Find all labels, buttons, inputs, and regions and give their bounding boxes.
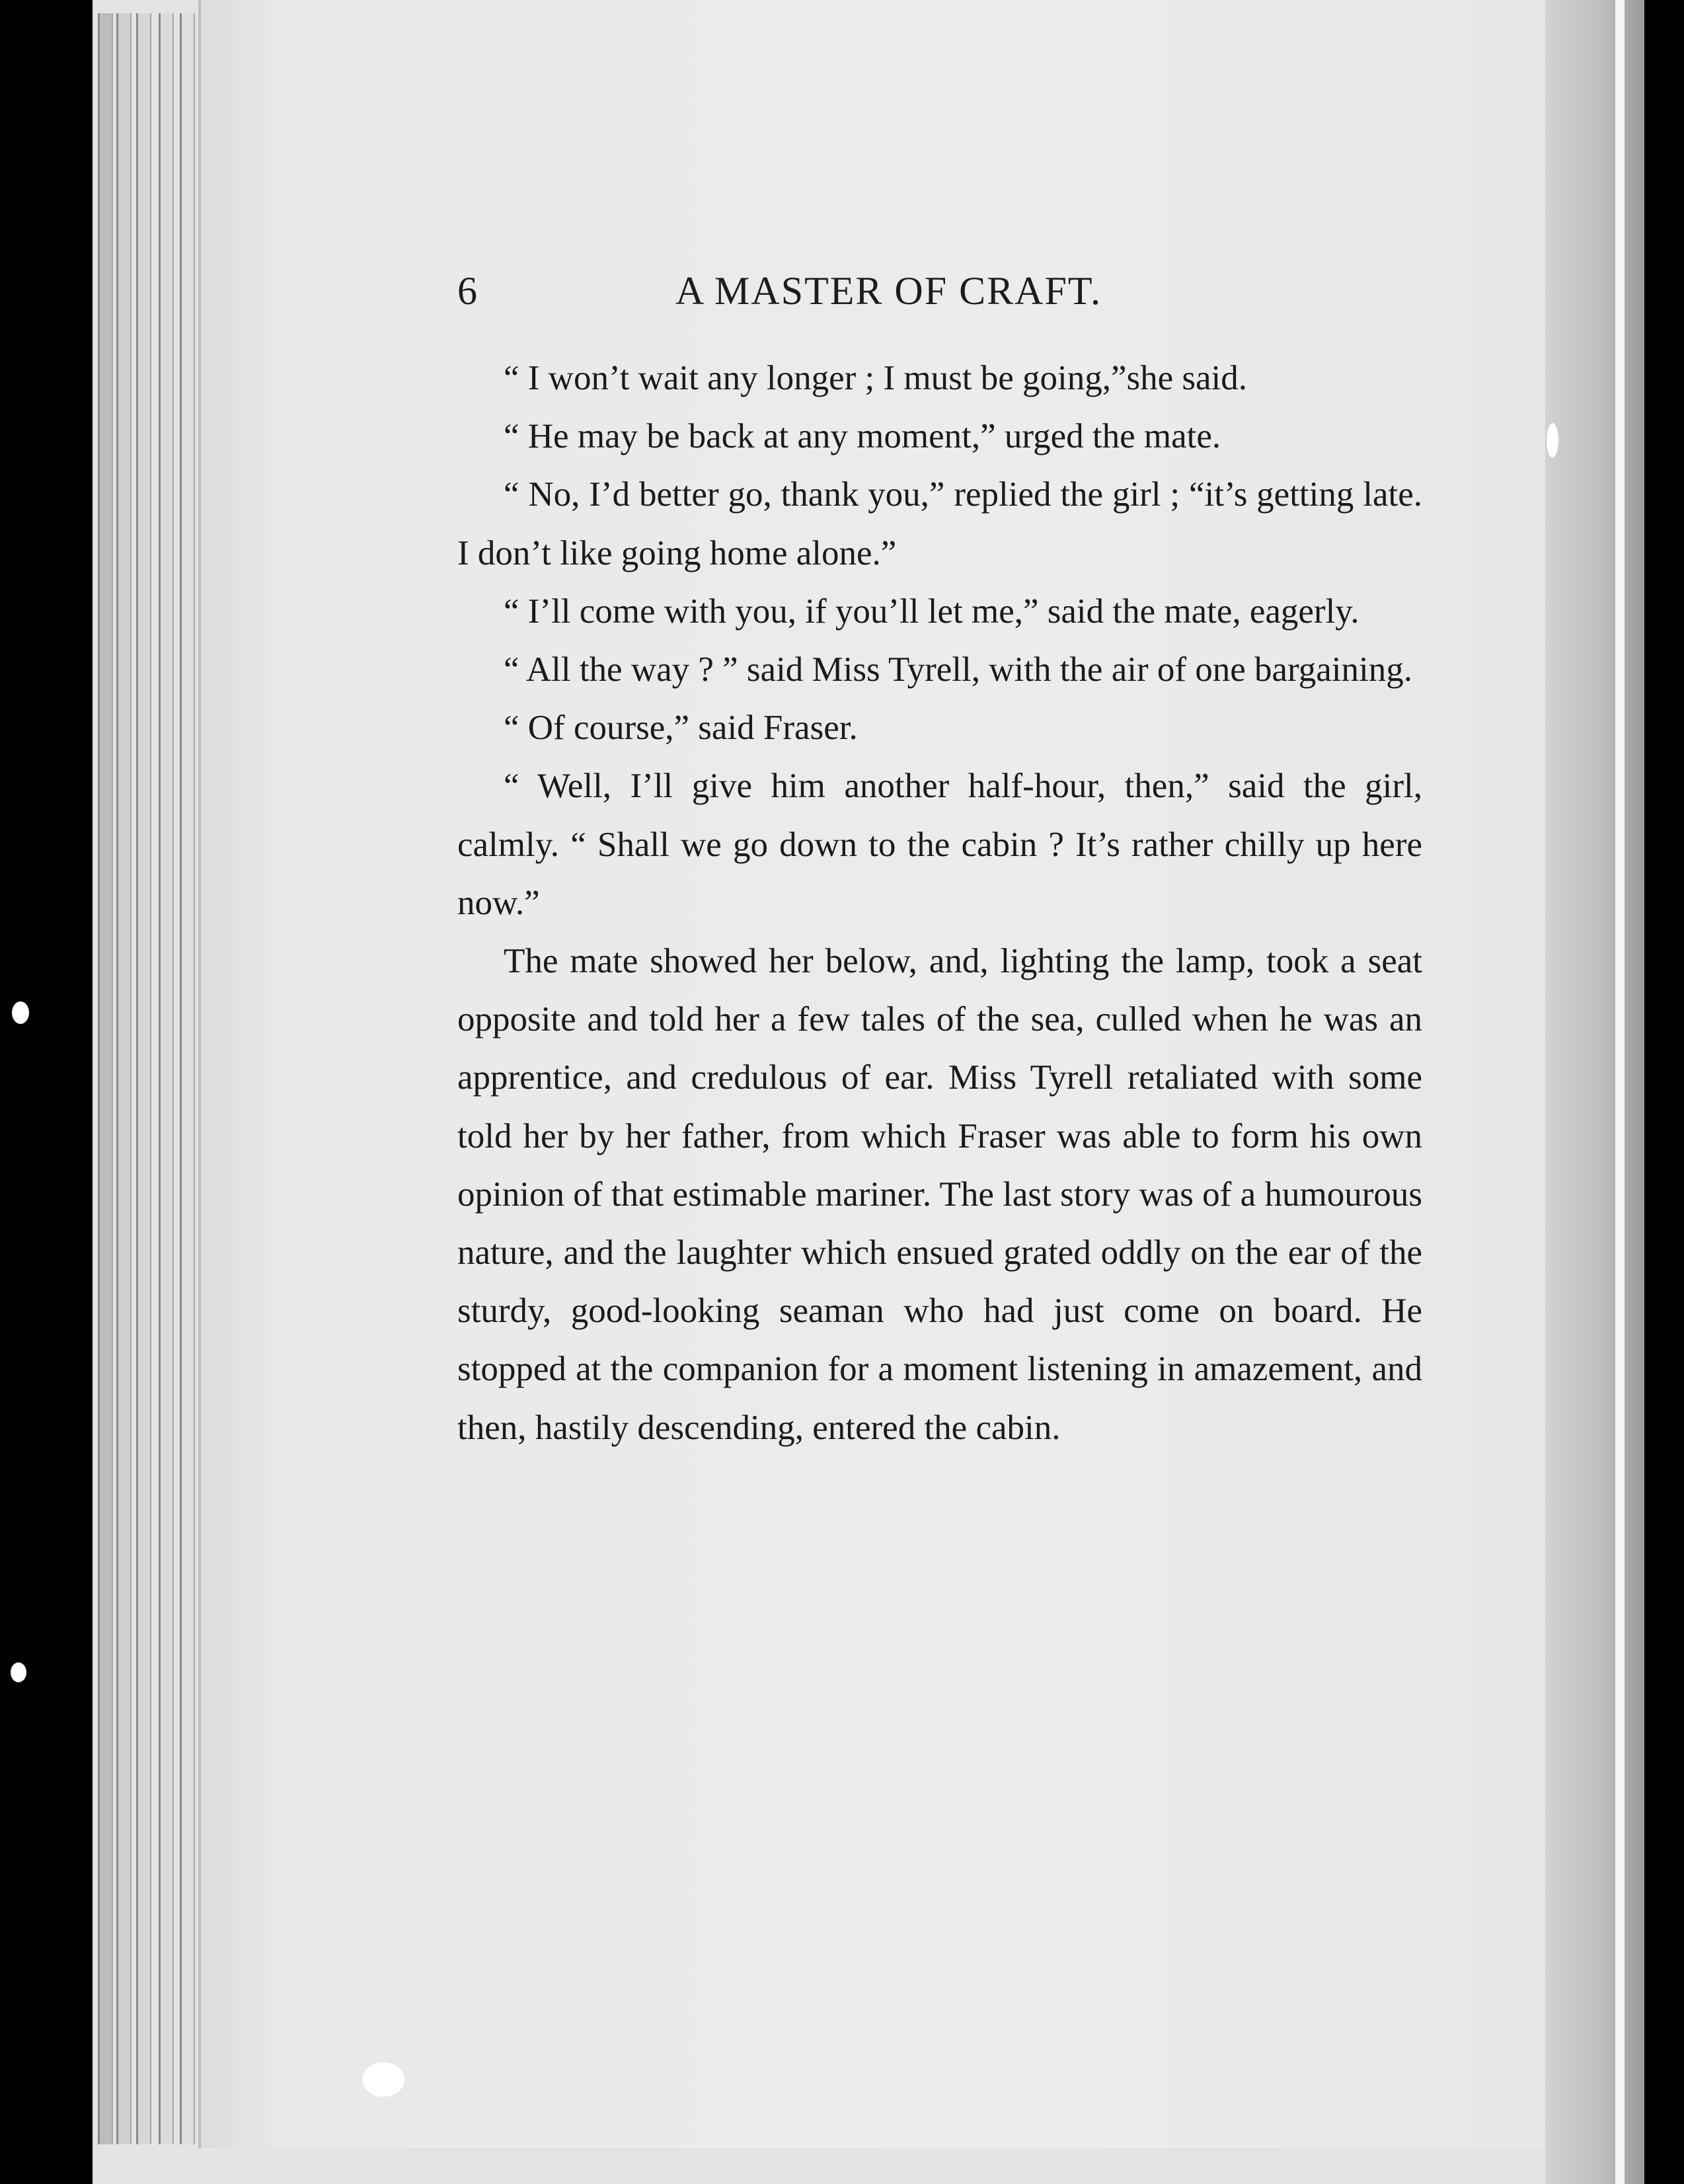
paragraph: “ I won’t wait any longer ; I must be going,”she said.	[504, 359, 1248, 397]
scan-speck	[12, 1001, 29, 1024]
paragraph: “ I’ll come with you, if you’ll let me,” said the mate, eagerly.	[504, 592, 1359, 631]
page-edge	[116, 13, 132, 2144]
paragraph: “ He may be back at any moment,” urged the mate.	[504, 417, 1221, 456]
gutter-shadow	[1545, 0, 1644, 2184]
book-title: A MASTER OF CRAFT.	[675, 269, 1102, 313]
paragraph: “ Well, I’ll give him another half-hour, then,” said the girl, calmly. “ Shall we go down to the cabin ? It’s rather chilly up here now.”	[457, 767, 1422, 922]
paragraph: “ No, I’d better go, thank you,” replied the girl ; “it’s getting late. I don’t like going home alone.”	[457, 475, 1422, 572]
paragraph: “ All the way ? ” said Miss Tyrell, with the air of one bargaining.	[504, 650, 1412, 689]
scan-speck	[362, 2062, 404, 2097]
scan-speck	[11, 1662, 26, 1682]
scan-speck	[1547, 423, 1558, 457]
page-number: 6	[457, 269, 477, 313]
running-head	[457, 268, 1416, 328]
gutter-highlight	[1615, 0, 1625, 2184]
page-edge	[159, 13, 174, 2144]
page-edge	[136, 13, 151, 2144]
body-text	[457, 349, 1422, 1457]
page-edge	[180, 13, 195, 2144]
paragraph: The mate showed her below, and, lighting the lamp, took a seat opposite and told her a few tales of the sea, culled when he was an apprentice, and credulous of ear. Miss Tyrell retaliated with some told her by her father, from which Fraser was able to form his own opinion of that estimable mariner. The last story was of a humourous nature, and the laughter which ensued grated oddly on the ear of the sturdy, good-looking seaman who had just come on board. He stopped at the companion for a moment listening in amazement, and then, hastily descending, entered the cabin.	[457, 942, 1422, 1447]
paragraph: “ Of course,” said Fraser.	[504, 709, 858, 748]
page-edge	[98, 13, 113, 2144]
